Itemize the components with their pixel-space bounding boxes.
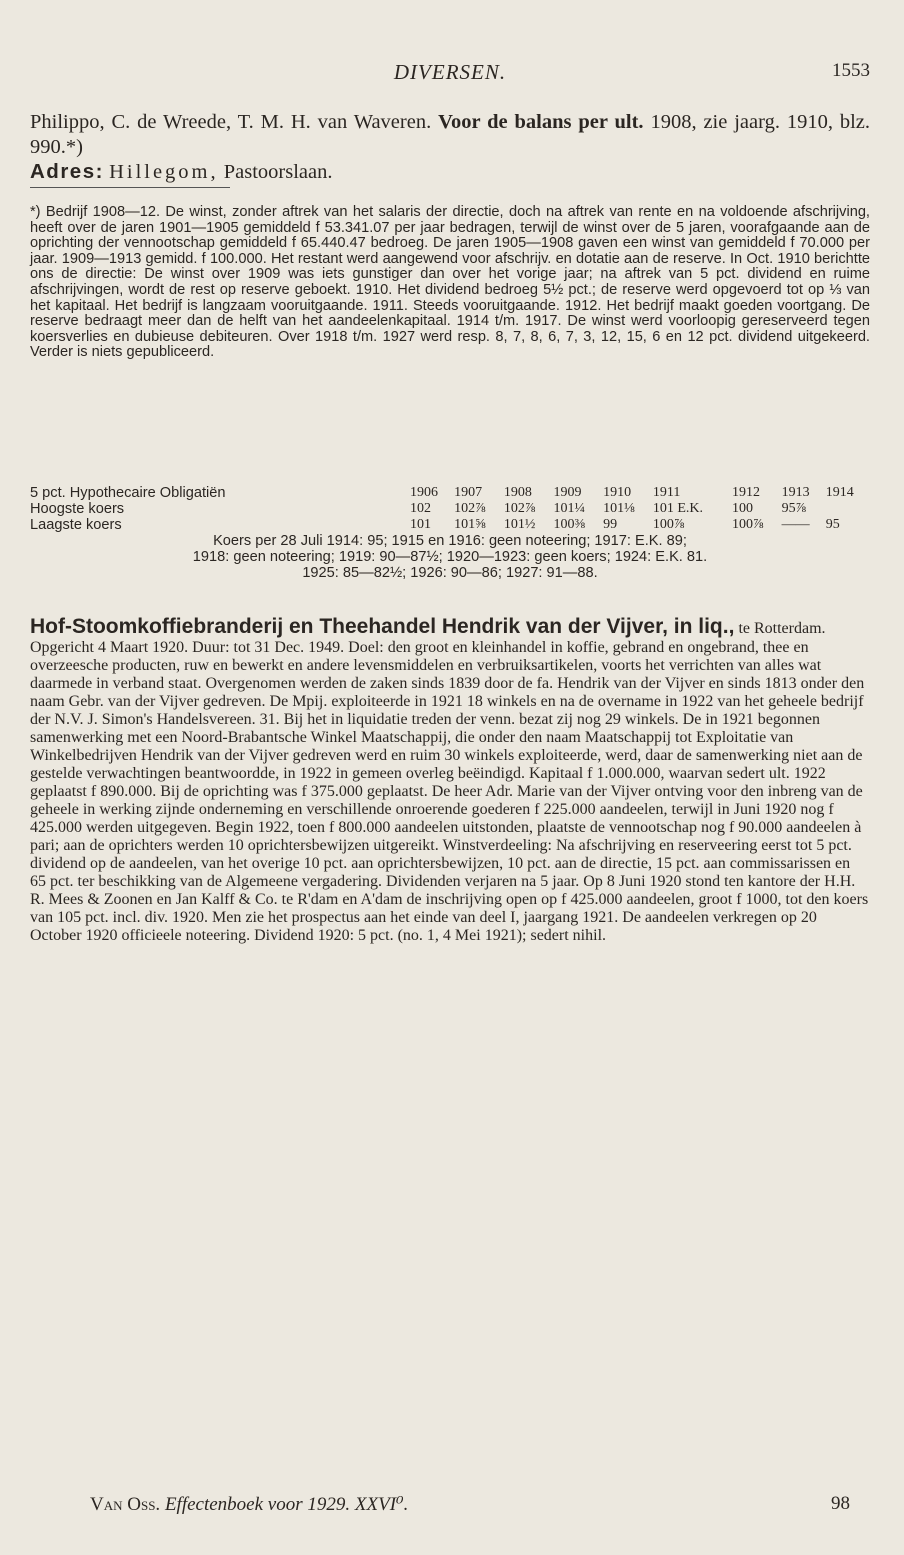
- footer-publisher: Van Oss.: [90, 1494, 161, 1515]
- footer-signature: 98: [831, 1493, 850, 1514]
- adres-line: [30, 160, 870, 185]
- cell: 102⅞: [454, 501, 486, 516]
- cell: 102⅞: [503, 501, 536, 516]
- cell: 100: [731, 501, 753, 516]
- year: 1909: [553, 485, 582, 500]
- cell: 100⅞: [652, 517, 685, 532]
- footer-source: [90, 1493, 408, 1516]
- company-heading: Hof-Stoomkoffiebranderij en Theehandel Hendrik van der Vijver, in liq.,: [30, 615, 735, 638]
- year: 1911: [652, 485, 681, 500]
- cell: 95: [825, 517, 840, 532]
- koers-note: 1925: 85—82½; 1926: 90—86; 1927: 91—88.: [302, 565, 598, 581]
- table-header-row: [30, 485, 870, 501]
- cell: 101: [410, 517, 431, 532]
- cell: 101⅝: [454, 517, 486, 532]
- row-label: Hoogste koers: [30, 501, 125, 517]
- footer-book: Effectenboek voor 1929. XXVI⁰.: [164, 1494, 409, 1515]
- cell: 100⅜: [553, 517, 585, 532]
- intro-ref: 1908, zie jaarg. 1910, blz. 990.*): [30, 111, 871, 158]
- year: 1912: [731, 485, 760, 500]
- adres-place: Hillegom,: [109, 160, 219, 183]
- cell: 102: [410, 501, 431, 516]
- year: 1910: [603, 485, 632, 500]
- intro-balans: Voor de balans per ult.: [438, 111, 644, 133]
- adres-street: Pastoorslaan.: [223, 160, 333, 183]
- page-number: 1553: [832, 60, 870, 81]
- adres-label: Adres:: [30, 159, 104, 183]
- year: 1913: [781, 485, 810, 500]
- year: 1914: [825, 485, 854, 500]
- footnote: *) Bedrijf 1908—12. De winst, zonder aftrek van het salaris der directie, doch na aftrek van rente en na voldoende afschrijving, heeft over de jaren 1901—1905 gemiddeld f 53.341.07 per jaar bedragen, terwijl de winst over de 5 jaren, voorafgaande aan de oprichting der vennootschap gemiddeld f 65.440.47 bedroeg. De jaren 1905—1908 gaven een winst van gemiddeld f 70.000 per jaar. 1909—1913 gemidd. f 100.000. Het restant werd aangewend voor afschrijv. en dotatie aan de reserve. In Oct. 1910 berichtte ons de directie: De winst over 1909 was iets gunstiger dan over het vorige jaar; na aftrek van 5 pct. dividend en ruime afschrijvingen, wordt de rest op reserve geboekt. 1910. Het dividend bedroeg 5½ pct.; de reserve werd opgevoerd tot op ⅓ van het kapitaal. Het bedrijf is langzaam vooruitgaande. 1911. Steeds vooruitgaande. 1912. Het bedrijf maakt goeden voortgang. De reserve bedraagt meer dan de helft van het aandeelenkapitaal. 1914 t/m. 1917. De winst werd voorloopig gereserveerd tegen koersverlies en dubieuse debiteuren. Over 1918 t/m. 1927 werd resp. 8, 7, 8, 6, 7, 3, 12, 15, 6 en 12 pct. dividend uitgekeerd. Verder is niets gepubliceerd.: [30, 204, 870, 361]
- table-row: [30, 501, 870, 517]
- company-entry: [30, 615, 870, 961]
- koers-note: Koers per 28 Juli 1914: 95; 1915 en 1916: geen noteering; 1917: E.K. 89;: [213, 533, 687, 549]
- bond-table: [30, 485, 870, 581]
- intro-names: Philippo, C. de Wreede, T. M. H. van Waveren.: [30, 111, 432, 133]
- year: 1908: [503, 485, 532, 500]
- table-row: [30, 517, 870, 533]
- page-header: [30, 60, 870, 90]
- row-label: Laagste koers: [30, 517, 122, 533]
- cell: 100⅞: [731, 517, 764, 532]
- cell: 101½: [503, 517, 536, 532]
- cell: 95⅞: [781, 501, 807, 516]
- intro-line: [30, 110, 870, 160]
- cell: ——: [781, 517, 810, 532]
- koers-note: 1918: geen noteering; 1919: 90—87½; 1920—1923: geen koers; 1924: E.K. 81.: [192, 549, 708, 565]
- intro-block: [30, 110, 870, 184]
- cell: 101¼: [553, 501, 585, 516]
- company-body: te Rotterdam. Opgericht 4 Maart 1920. Duur: tot 31 Dec. 1949. Doel: den groot en kleinhandel in koffie, gebrand en ongebrand, thee en overzeesche producten, ruw en bewerkt en andere levensmiddelen en verbruiksartikelen, voorts het verrichten van alles wat daarmede in verband staat. Overgenomen werden de zaken sinds 1839 door de fa. Hendrik van der Vijver en sinds 1813 onder den naam Gebr. van der Vijver gedreven. De Mpij. exploiteerde in 1921 18 winkels en na de overname in 1922 van het geheele bedrijf der N.V. J. Simon's Handelsvereen. 31. Bij het in liquidatie treden der venn. bezat zij nog 29 winkels. De in 1921 begonnen samenwerking met een Noord-Brabantsche Winkel Maatschappij, die onder den naam Maatschappij tot Exploitatie van Winkelbedrijven Hendrik van der Vijver gedreven werd en ruim 30 winkels exploiteerde, werd, daar de samenwerking niet aan de gestelde verwachtingen beantwoordde, in 1922 in gemeen overleg beëindigd. Kapitaal f 1.000.000, waarvan sedert ult. 1922 geplaatst f 890.000. Bij de oprichting was f 375.000 geplaatst. De heer Adr. Marie van der Vijver ontving voor den inbreng van de geheele in werking zijnde onderneming en verschillende onroerende goederen f 225.000 aandeelen, terwijl in Juni 1920 nog f 425.000 werden uitgegeven. Begin 1922, toen f 800.000 aandeelen uitstonden, plaatste de vennootschap nog f 90.000 aandeelen à pari; aan de oprichters werden 10 oprichtersbewijzen uitgereikt. Winstverdeeling: Na afschrijving en reserveering eerst tot 5 pct. dividend op de aandeelen, van het overige 10 pct. aan oprichtersbewijzen, 10 pct. aan de directie, 15 pct. aan commissarissen en 65 pct. ter beschikking van de Algemeene vergadering. Dividenden verjaren na 5 jaar. Op 8 Juni 1920 stond ten kantore der H.H. R. Mees & Zoonen en Jan Kalff & Co. te R'dam en A'dam de inschrijving open op f 425.000 aandeelen, groot f 1000, tot den koers van 105 pct. incl. div. 1920. Men zie het prospectus aan het einde van deel I, jaargang 1921. De aandeelen verkregen op 20 October 1920 officieele noteering. Dividend 1920: 5 pct. (no. 1, 4 Mei 1921); sedert nihil.: [30, 620, 869, 944]
- running-title: DIVERSEN.: [393, 60, 507, 84]
- divider: [30, 187, 230, 188]
- cell: 101 E.K.: [652, 501, 704, 516]
- cell: 101⅛: [603, 501, 635, 516]
- cell: [826, 501, 870, 517]
- year: 1907: [454, 485, 483, 500]
- table-title: 5 pct. Hypothecaire Obligatiën: [30, 485, 226, 501]
- year: 1906: [410, 485, 438, 500]
- cell: 99: [603, 517, 618, 532]
